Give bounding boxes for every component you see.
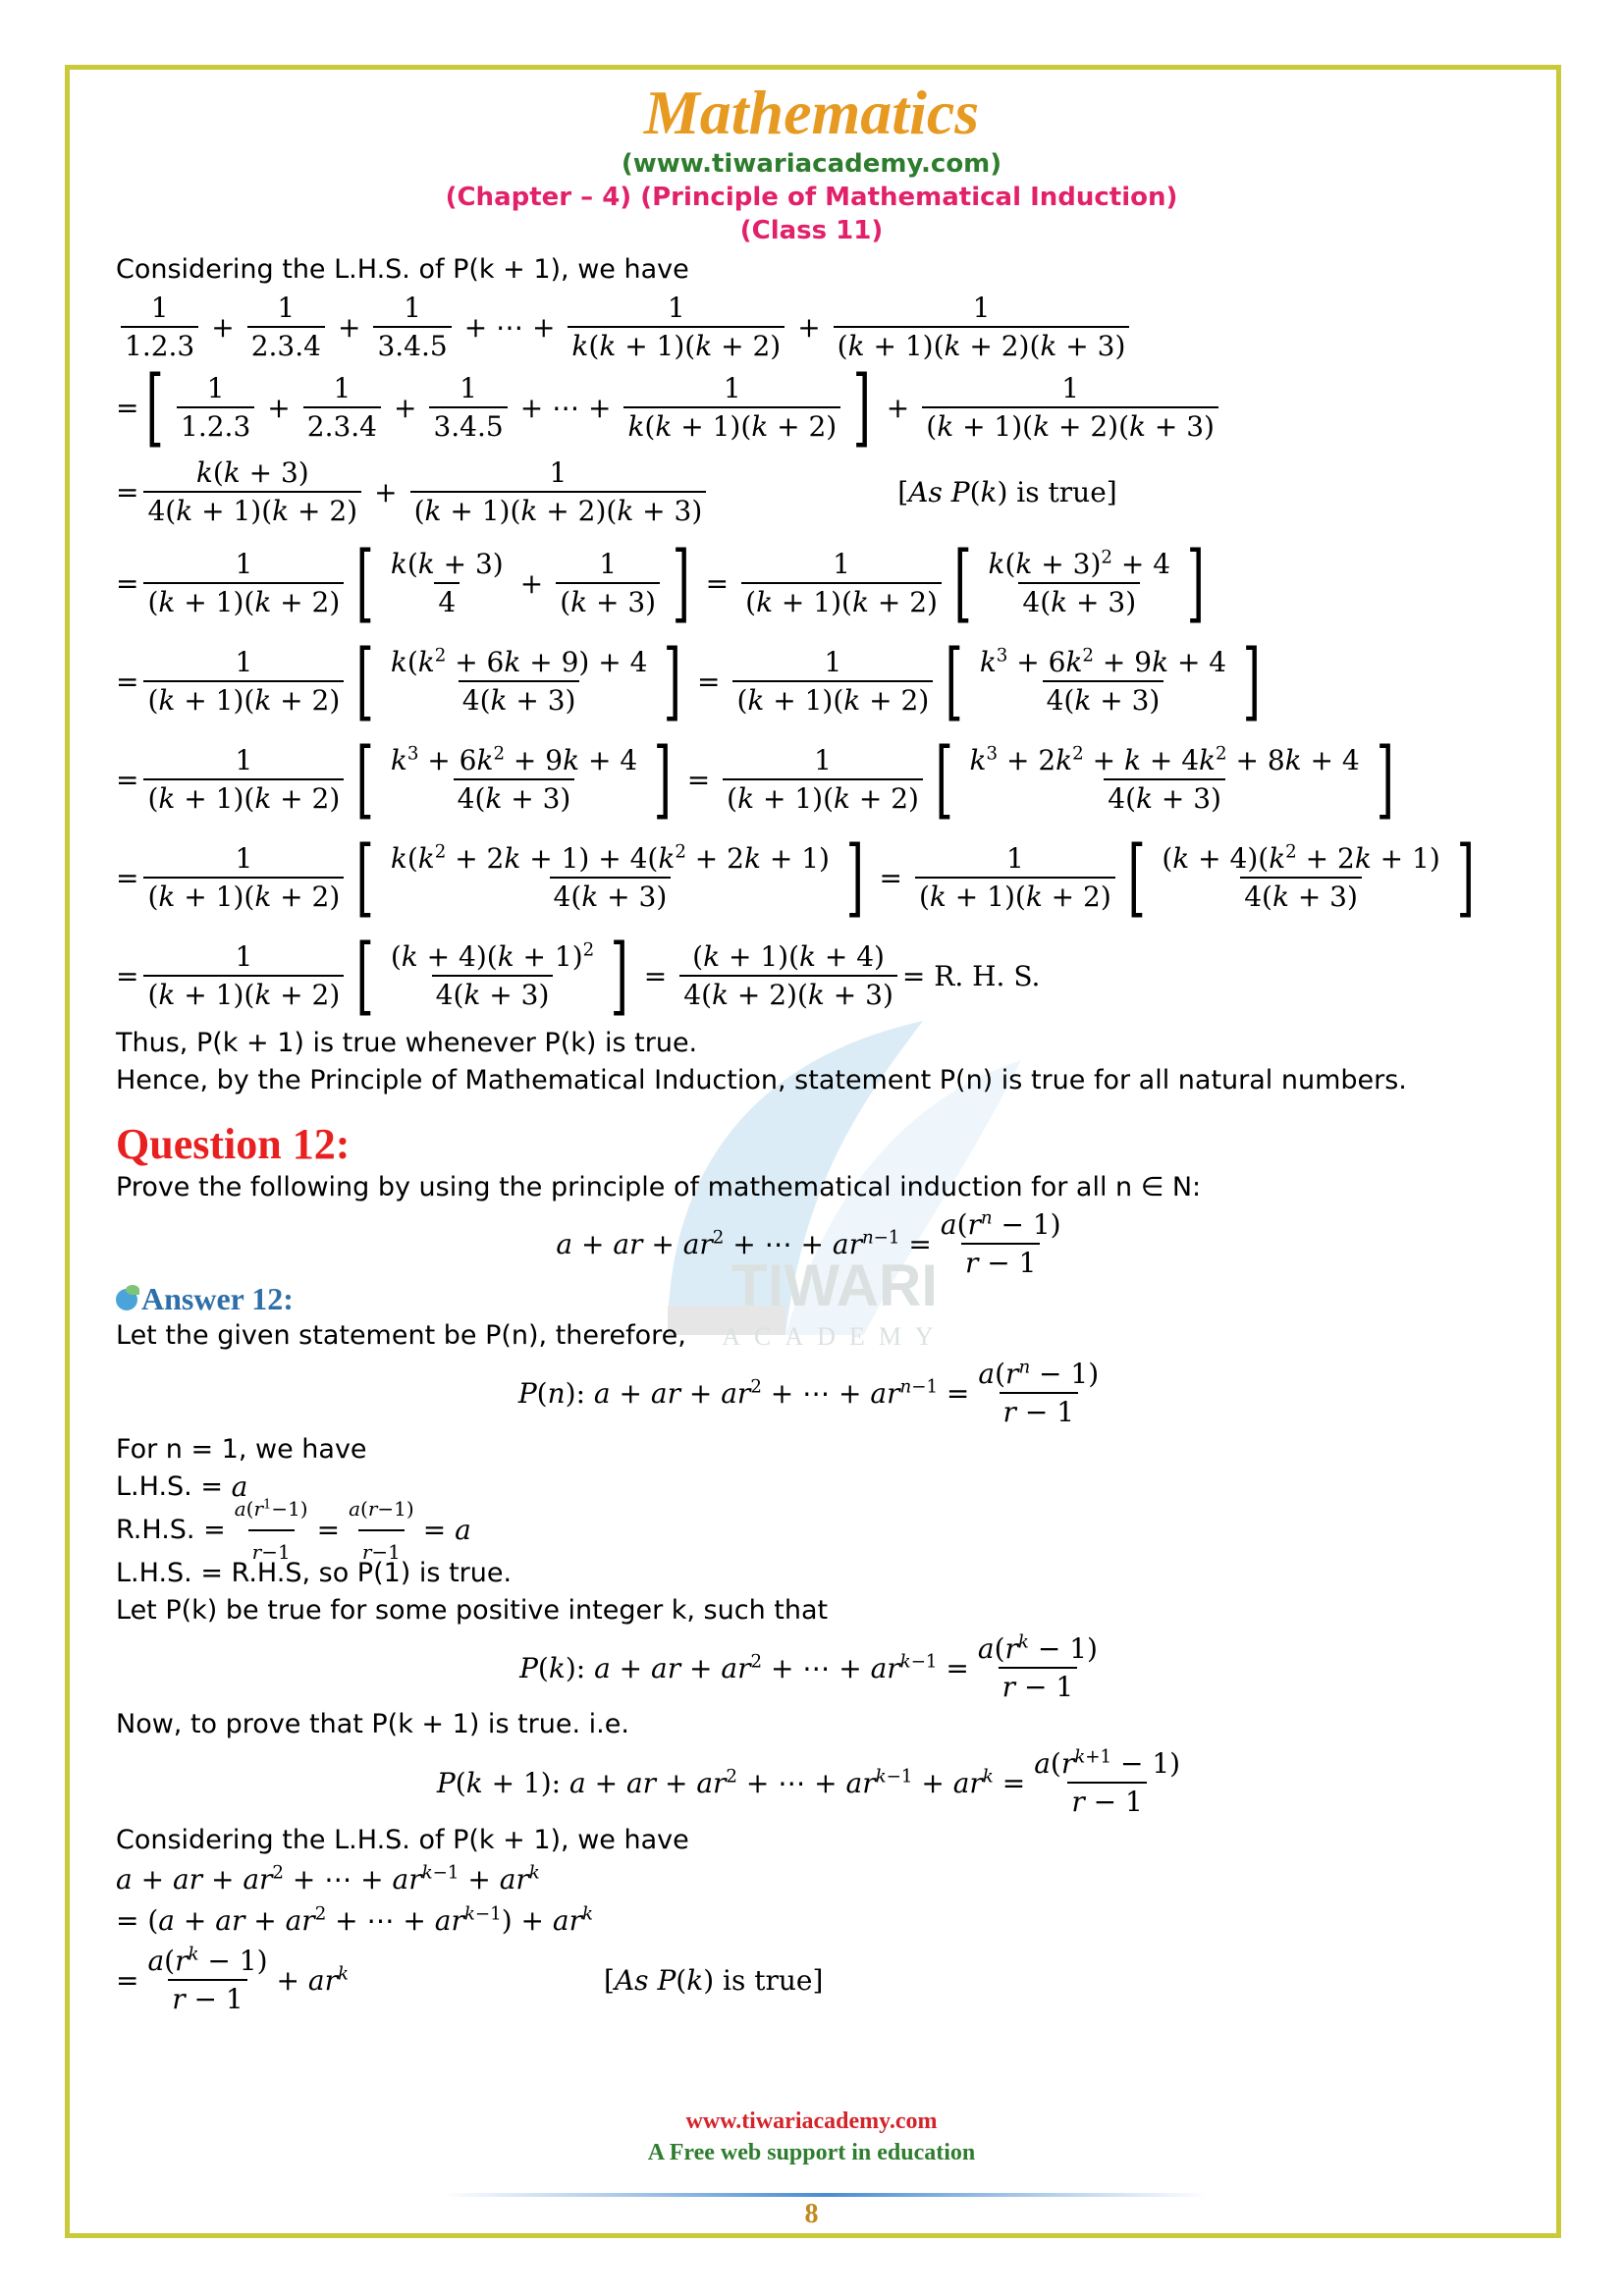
- page-content: [116, 251, 1510, 2018]
- as-pk-true-note-2: [As P(k) is true]: [604, 1963, 824, 1997]
- as-pk-true-note: [As P(k) is true]: [897, 475, 1117, 508]
- question-heading: [116, 1119, 1510, 1169]
- thus-text: Thus, P(k + 1) is true whenever P(k) is true.: [116, 1028, 698, 1058]
- equation-line-5: = $\frac{1}{(k + 1)(k + 2)}$ [ $\frac{k(k^2 + 6k + 9) + 4}{4(k + 3)}$ ] = $\frac{1}{(k + 1)(k + 2)}$ [ $\frac{k^3 + 6k^2 + 9k + 4}{4(k + 3)}$ ]: [116, 632, 1262, 730]
- equation-line-6: = $\frac{1}{(k + 1)(k + 2)}$ [ $\frac{k^3 + 6k^2 + 9k + 4}{4(k + 3)}$ ] = $\frac{1}{(k + 1)(k + 2)}$ [ $\frac{k^3 + 2k^2 + k + 4k^2 + 8k + 4}{4(k + 3)}$ ]: [116, 730, 1394, 828]
- class-heading: (Class 11): [739, 216, 884, 245]
- academy-leaf-icon: [116, 1289, 137, 1310]
- watermark-text: TIWARI: [731, 1253, 938, 1318]
- rhs-line: R.H.S. = $\frac{a(r^1-1)}{r-1}$ = $\frac{a(r-1)}{r-1}$ = a: [116, 1506, 1510, 1555]
- lhs-substituted: = $\frac{a(r^k - 1)}{r - 1}$ + $ar^k$ [As P(k) is true]: [116, 1944, 824, 2015]
- watermark-subtext: ACADEMY: [722, 1322, 947, 1351]
- considering-text: Considering the L.H.S. of P(k + 1), we have: [116, 254, 689, 285]
- footer-divider: [442, 2193, 1208, 2197]
- let-pk-text: Let P(k) be true for some positive integer k, such that: [116, 1595, 829, 1626]
- chapter-heading: (Chapter – 4) (Principle of Mathematical Induction): [445, 183, 1178, 212]
- equation-line-1: $\frac{1}{1.2.3}$ + $\frac{1}{2.3.4}$ + $\frac{1}{3.4.5}$ + ⋯ + $\frac{1}{k(k + 1)(k + 2)}$ + $\frac{1}{(k + 1)(k + 2)(k + 3)}$: [116, 289, 1510, 365]
- question-number: 12:: [292, 1120, 351, 1168]
- question-word: Question: [116, 1120, 282, 1168]
- pn-equation: P(n): a + ar + $ar^2$ + ⋯ + $ar^{n-1}$ = $\frac{a(r^n - 1)}{r - 1}$: [517, 1357, 1100, 1428]
- question-equation: a + ar + $ar^2$ + ⋯ + $ar^{n-1}$ = $\frac{a(r^n - 1)}{r - 1}$: [556, 1207, 1061, 1279]
- answer-heading: [116, 1281, 1510, 1317]
- answer-label: Answer 12:: [141, 1281, 294, 1316]
- prove-text: Prove the following by using the principle of mathematical induction for all n ∈ N:: [116, 1172, 1202, 1202]
- lhs-expansion: a + ar + $ar^2$ + ⋯ + $ar^{k-1} + ar^k$: [116, 1862, 540, 1896]
- let-statement-text: Let the given statement be P(n), therefore,: [116, 1320, 686, 1351]
- pk1-equation: P(k + 1): a + ar + $ar^2$ + ⋯ + $ar^{k-1} + ar^k$ = $\frac{a(r^{k+1} - 1)}{r - 1}$: [436, 1746, 1181, 1818]
- footer-tagline: A Free web support in education: [647, 2140, 976, 2165]
- lhs-grouped: = (a + ar + $ar^2$ + ⋯ + $ar^{k-1}) + ar^k$: [116, 1903, 594, 1937]
- lhs-line: L.H.S. = a: [116, 1470, 248, 1503]
- now-prove-text: Now, to prove that P(k + 1) is true. i.e.: [116, 1709, 629, 1739]
- lhs-eq-rhs-text: L.H.S. = R.H.S, so P(1) is true.: [116, 1558, 513, 1588]
- hence-text: Hence, by the Principle of Mathematical Induction, statement P(n) is true for all natural numbers.: [116, 1065, 1407, 1095]
- for-n1-text: For n = 1, we have: [116, 1434, 367, 1465]
- equation-line-8: = $\frac{1}{(k + 1)(k + 2)}$ [ $\frac{(k + 4)(k + 1)^2}{4(k + 3)}$ ] = $\frac{(k + 1)(k + 4)}{4(k + 2)(k + 3)}$ = R. H. S.: [116, 927, 1041, 1025]
- footer-url[interactable]: www.tiwariacademy.com: [685, 2109, 938, 2134]
- equation-line-7: = $\frac{1}{(k + 1)(k + 2)}$ [ $\frac{k(k^2 + 2k + 1) + 4(k^2 + 2k + 1)}{4(k + 3)}$ ] = $\frac{1}{(k + 1)(k + 2)}$ [ $\frac{(k + 4)(k^2 + 2k + 1)}{4(k + 3)}$ ]: [116, 828, 1475, 927]
- page-title: Mathematics: [643, 78, 980, 147]
- considering-text-2: Considering the L.H.S. of P(k + 1), we have: [116, 1825, 689, 1855]
- rhs-label: = R. H. S.: [901, 959, 1041, 992]
- equation-line-4: = $\frac{1}{(k + 1)(k + 2)}$ [ $\frac{k(k + 3)}{4}$ + $\frac{1}{(k + 3)}$ ] = $\frac{1}{(k + 1)(k + 2)}$ [ $\frac{k(k + 3)^2 + 4}{4(k + 3)}$ ]: [116, 534, 1206, 632]
- equation-line-2: = [ $\frac{1}{1.2.3}$ + $\frac{1}{2.3.4}$ + $\frac{1}{3.4.5}$ + ⋯ + $\frac{1}{k(k + 1)(k + 2)}$ ] + $\frac{1}{(k + 1)(k + 2)(k + 3)}$: [116, 365, 1510, 450]
- pk-equation: P(k): a + ar + $ar^2$ + ⋯ + $ar^{k-1}$ = $\frac{a(r^k - 1)}{r - 1}$: [519, 1631, 1098, 1703]
- site-url: (www.tiwariacademy.com): [621, 149, 1002, 179]
- equation-line-3: = $\frac{k(k + 3)}{4(k + 1)(k + 2)}$ + $\frac{1}{(k + 1)(k + 2)(k + 3)}$ [As P(k) is true]: [116, 456, 1117, 527]
- page-number: 8: [804, 2199, 819, 2229]
